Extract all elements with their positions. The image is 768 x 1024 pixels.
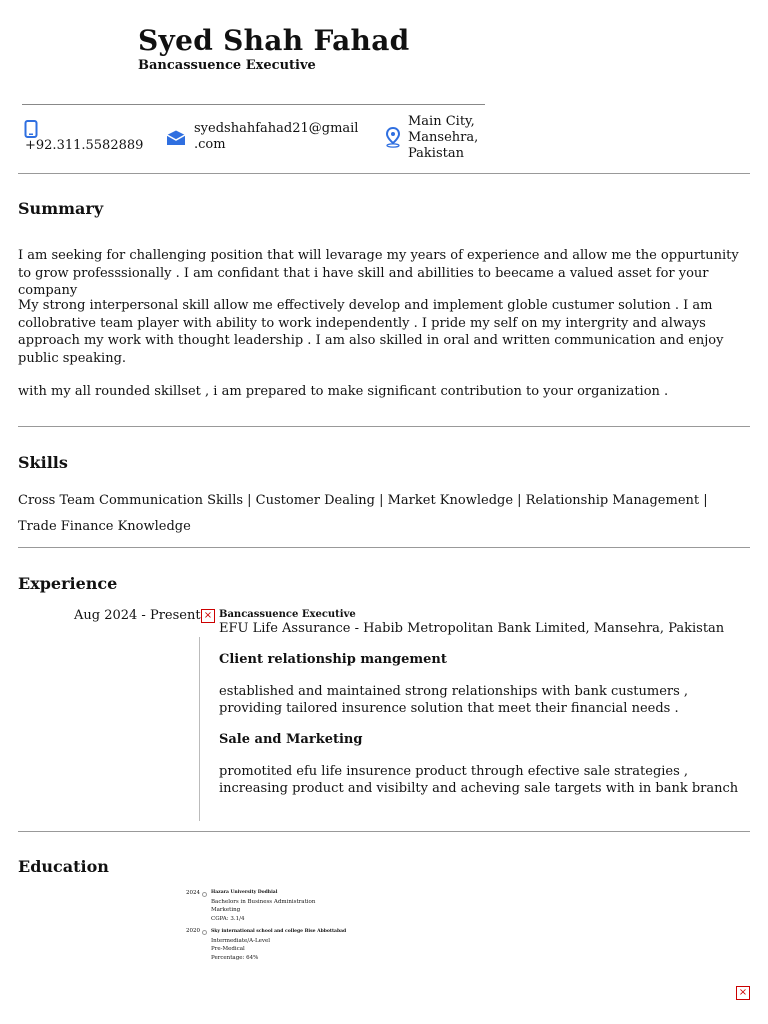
education-heading: Education	[18, 857, 109, 876]
experience-date: Aug 2024 - Present	[74, 608, 201, 623]
divider-summary	[18, 426, 750, 427]
education-score: Percentage: 64%	[211, 954, 259, 961]
experience-timeline-line	[199, 637, 200, 821]
contact-address-line2: Mansehra,	[408, 130, 479, 145]
education-school: Hazara University Dodhial	[211, 890, 278, 895]
experience-subheading-2: Sale and Marketing	[219, 732, 363, 747]
experience-heading: Experience	[18, 574, 118, 593]
education-score: CGPA: 3.1/4	[211, 915, 245, 922]
broken-image-icon: ×	[201, 609, 215, 623]
education-field: Pre-Medical	[211, 946, 245, 952]
divider-experience	[18, 831, 750, 832]
education-entry	[211, 928, 346, 962]
experience-text-2: promotited efu life insurence product through efective sale strategies , increasing product and visibilty and acheving sale targets with in bank branch	[219, 764, 739, 796]
contact-email-line2: .com	[194, 137, 226, 152]
summary-heading: Summary	[18, 199, 104, 218]
experience-company: EFU Life Assurance - Habib Metropolitan Bank Limited, Mansehra, Pakistan	[219, 621, 725, 636]
divider-contact	[18, 173, 750, 174]
education-timeline-dot	[202, 930, 207, 935]
education-field: Marketing	[211, 907, 241, 913]
contact-address-line3: Pakistan	[408, 146, 464, 161]
education-degree: Intermediate/A-Level	[211, 937, 271, 944]
resume-title: Bancassuence Executive	[138, 58, 316, 73]
skills-list: Cross Team Communication Skills | Customer Dealing | Market Knowledge | Relationship Management | Trade Finance Knowledge	[18, 493, 708, 534]
education-degree: Bachelors in Business Administration	[211, 898, 316, 905]
summary-paragraph-2: My strong interpersonal skill allow me effectively develop and implement globle custumer solution . I am collobrative team player with ability to work independently . I pride my self on my intergrity and always approach my work with thought leadership . I am also skilled in oral and written communication and enjoy public speaking.	[18, 298, 724, 366]
education-timeline-dot	[202, 892, 207, 897]
email-icon	[166, 130, 186, 150]
divider-skills	[18, 547, 750, 548]
education-school: Sky international school and college Bise Abbottabad	[211, 929, 347, 934]
experience-text-1: established and maintained strong relationships with bank custumers , providing tailored insurence solution that meet their financial needs .	[219, 684, 689, 716]
header-divider	[22, 104, 485, 105]
contact-address	[408, 114, 478, 162]
resume-name: Syed Shah Fahad	[138, 24, 410, 57]
summary-paragraph-1: I am seeking for challenging position that will levarage my years of experience and allow me the oppurtunity to grow professsionally . I am confidant that i have skill and abillities to beecame a valued asset for your company	[18, 248, 739, 298]
summary-paragraph-3: with my all rounded skillset , i am prepared to make significant contribution to your organization .	[18, 384, 669, 399]
contact-email[interactable]	[194, 121, 358, 153]
education-year: 2024	[186, 890, 200, 896]
contact-email-line1: syedshahfahad21@gmail	[194, 121, 359, 136]
broken-image-icon: ×	[736, 986, 750, 1000]
contact-phone[interactable]: +92.311.5582889	[25, 138, 144, 153]
contact-address-line1: Main City,	[408, 114, 475, 129]
education-year: 2020	[186, 928, 200, 934]
location-icon	[385, 127, 401, 152]
experience-role: Bancassuence Executive	[219, 609, 356, 620]
experience-subheading-1: Client relationship mangement	[219, 652, 447, 667]
skills-heading: Skills	[18, 453, 68, 472]
education-entry	[211, 889, 315, 923]
